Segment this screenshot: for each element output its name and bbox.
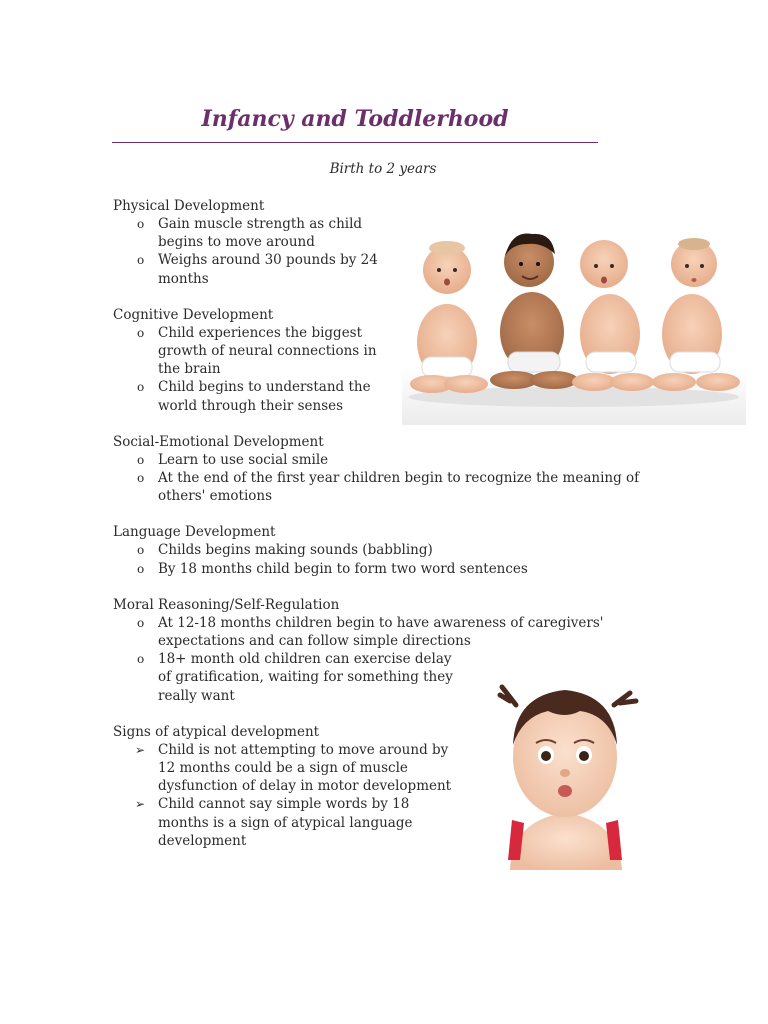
list-item-text: Childs begins making sounds (babbling) [158, 542, 433, 559]
circle-bullet-icon: o [137, 543, 145, 558]
list-item [113, 741, 458, 796]
list-item-text: Child experiences the biggest growth of neural connections in the brain [158, 324, 377, 378]
list-item [113, 469, 673, 505]
list-item-text: Child begins to understand the world through their senses [158, 379, 371, 414]
bullet-list [113, 741, 673, 850]
title-divider [112, 142, 598, 143]
section-heading: Signs of atypical development [113, 723, 320, 740]
list-item [113, 251, 383, 287]
circle-bullet-icon: o [137, 652, 145, 667]
circle-bullet-icon: o [137, 452, 145, 467]
section-physical-development [113, 197, 673, 288]
list-item-text: Gain muscle strength as child begins to move around [158, 216, 363, 251]
circle-bullet-icon: o [137, 561, 145, 576]
section-heading: Language Development [113, 524, 276, 541]
circle-bullet-icon: o [137, 325, 145, 340]
circle-bullet-icon: o [137, 217, 145, 231]
list-item [113, 541, 673, 559]
list-item-text: Weighs around 30 pounds by 24 months [158, 252, 378, 287]
circle-bullet-icon: o [137, 471, 145, 486]
section-heading: Physical Development [113, 198, 265, 214]
list-item-text: By 18 months child begin to form two word sentences [158, 560, 528, 577]
list-item [113, 324, 383, 379]
section-heading: Moral Reasoning/Self-Regulation [113, 596, 340, 613]
bullet-list [113, 451, 673, 506]
list-item [113, 795, 458, 850]
list-item [113, 614, 618, 650]
list-item [113, 560, 673, 578]
bullet-list [113, 324, 673, 415]
list-item [113, 650, 458, 705]
list-item-text: At 12-18 months children begin to have awareness of caregivers' expectations and can follow simple directions [158, 614, 604, 650]
circle-bullet-icon: o [137, 615, 145, 630]
list-item-text: 18+ month old children can exercise delay of gratification, waiting for something they really want [158, 651, 453, 704]
section-moral-reasoning [113, 596, 673, 705]
list-item [113, 451, 673, 469]
circle-bullet-icon: o [137, 380, 145, 395]
section-heading: Cognitive Development [113, 306, 274, 323]
bullet-list [113, 541, 673, 577]
list-item-text: Child is not attempting to move around by 12 months could be a sign of muscle dysfunction of delay in motor development [158, 741, 452, 795]
section-social-emotional-development [113, 433, 673, 506]
page-subtitle: Birth to 2 years [329, 161, 437, 177]
section-language-development [113, 523, 673, 577]
list-item [113, 215, 383, 251]
page-title: Infancy and Toddlerhood [201, 106, 509, 132]
bullet-list [113, 215, 673, 288]
section-cognitive-development [113, 306, 673, 415]
section-atypical-development [113, 723, 673, 850]
arrow-bullet-icon: ➢ [135, 742, 146, 757]
document-body [113, 197, 673, 868]
list-item-text: Child cannot say simple words by 18 months is a sign of atypical language development [158, 796, 413, 849]
bullet-list [113, 614, 673, 705]
arrow-bullet-icon: ➢ [135, 797, 146, 812]
list-item-text: At the end of the first year children begin to recognize the meaning of others' emotions [158, 470, 640, 505]
list-item [113, 378, 383, 414]
list-item-text: Learn to use social smile [158, 451, 329, 468]
section-heading: Social-Emotional Development [113, 433, 324, 450]
circle-bullet-icon: o [137, 253, 145, 268]
